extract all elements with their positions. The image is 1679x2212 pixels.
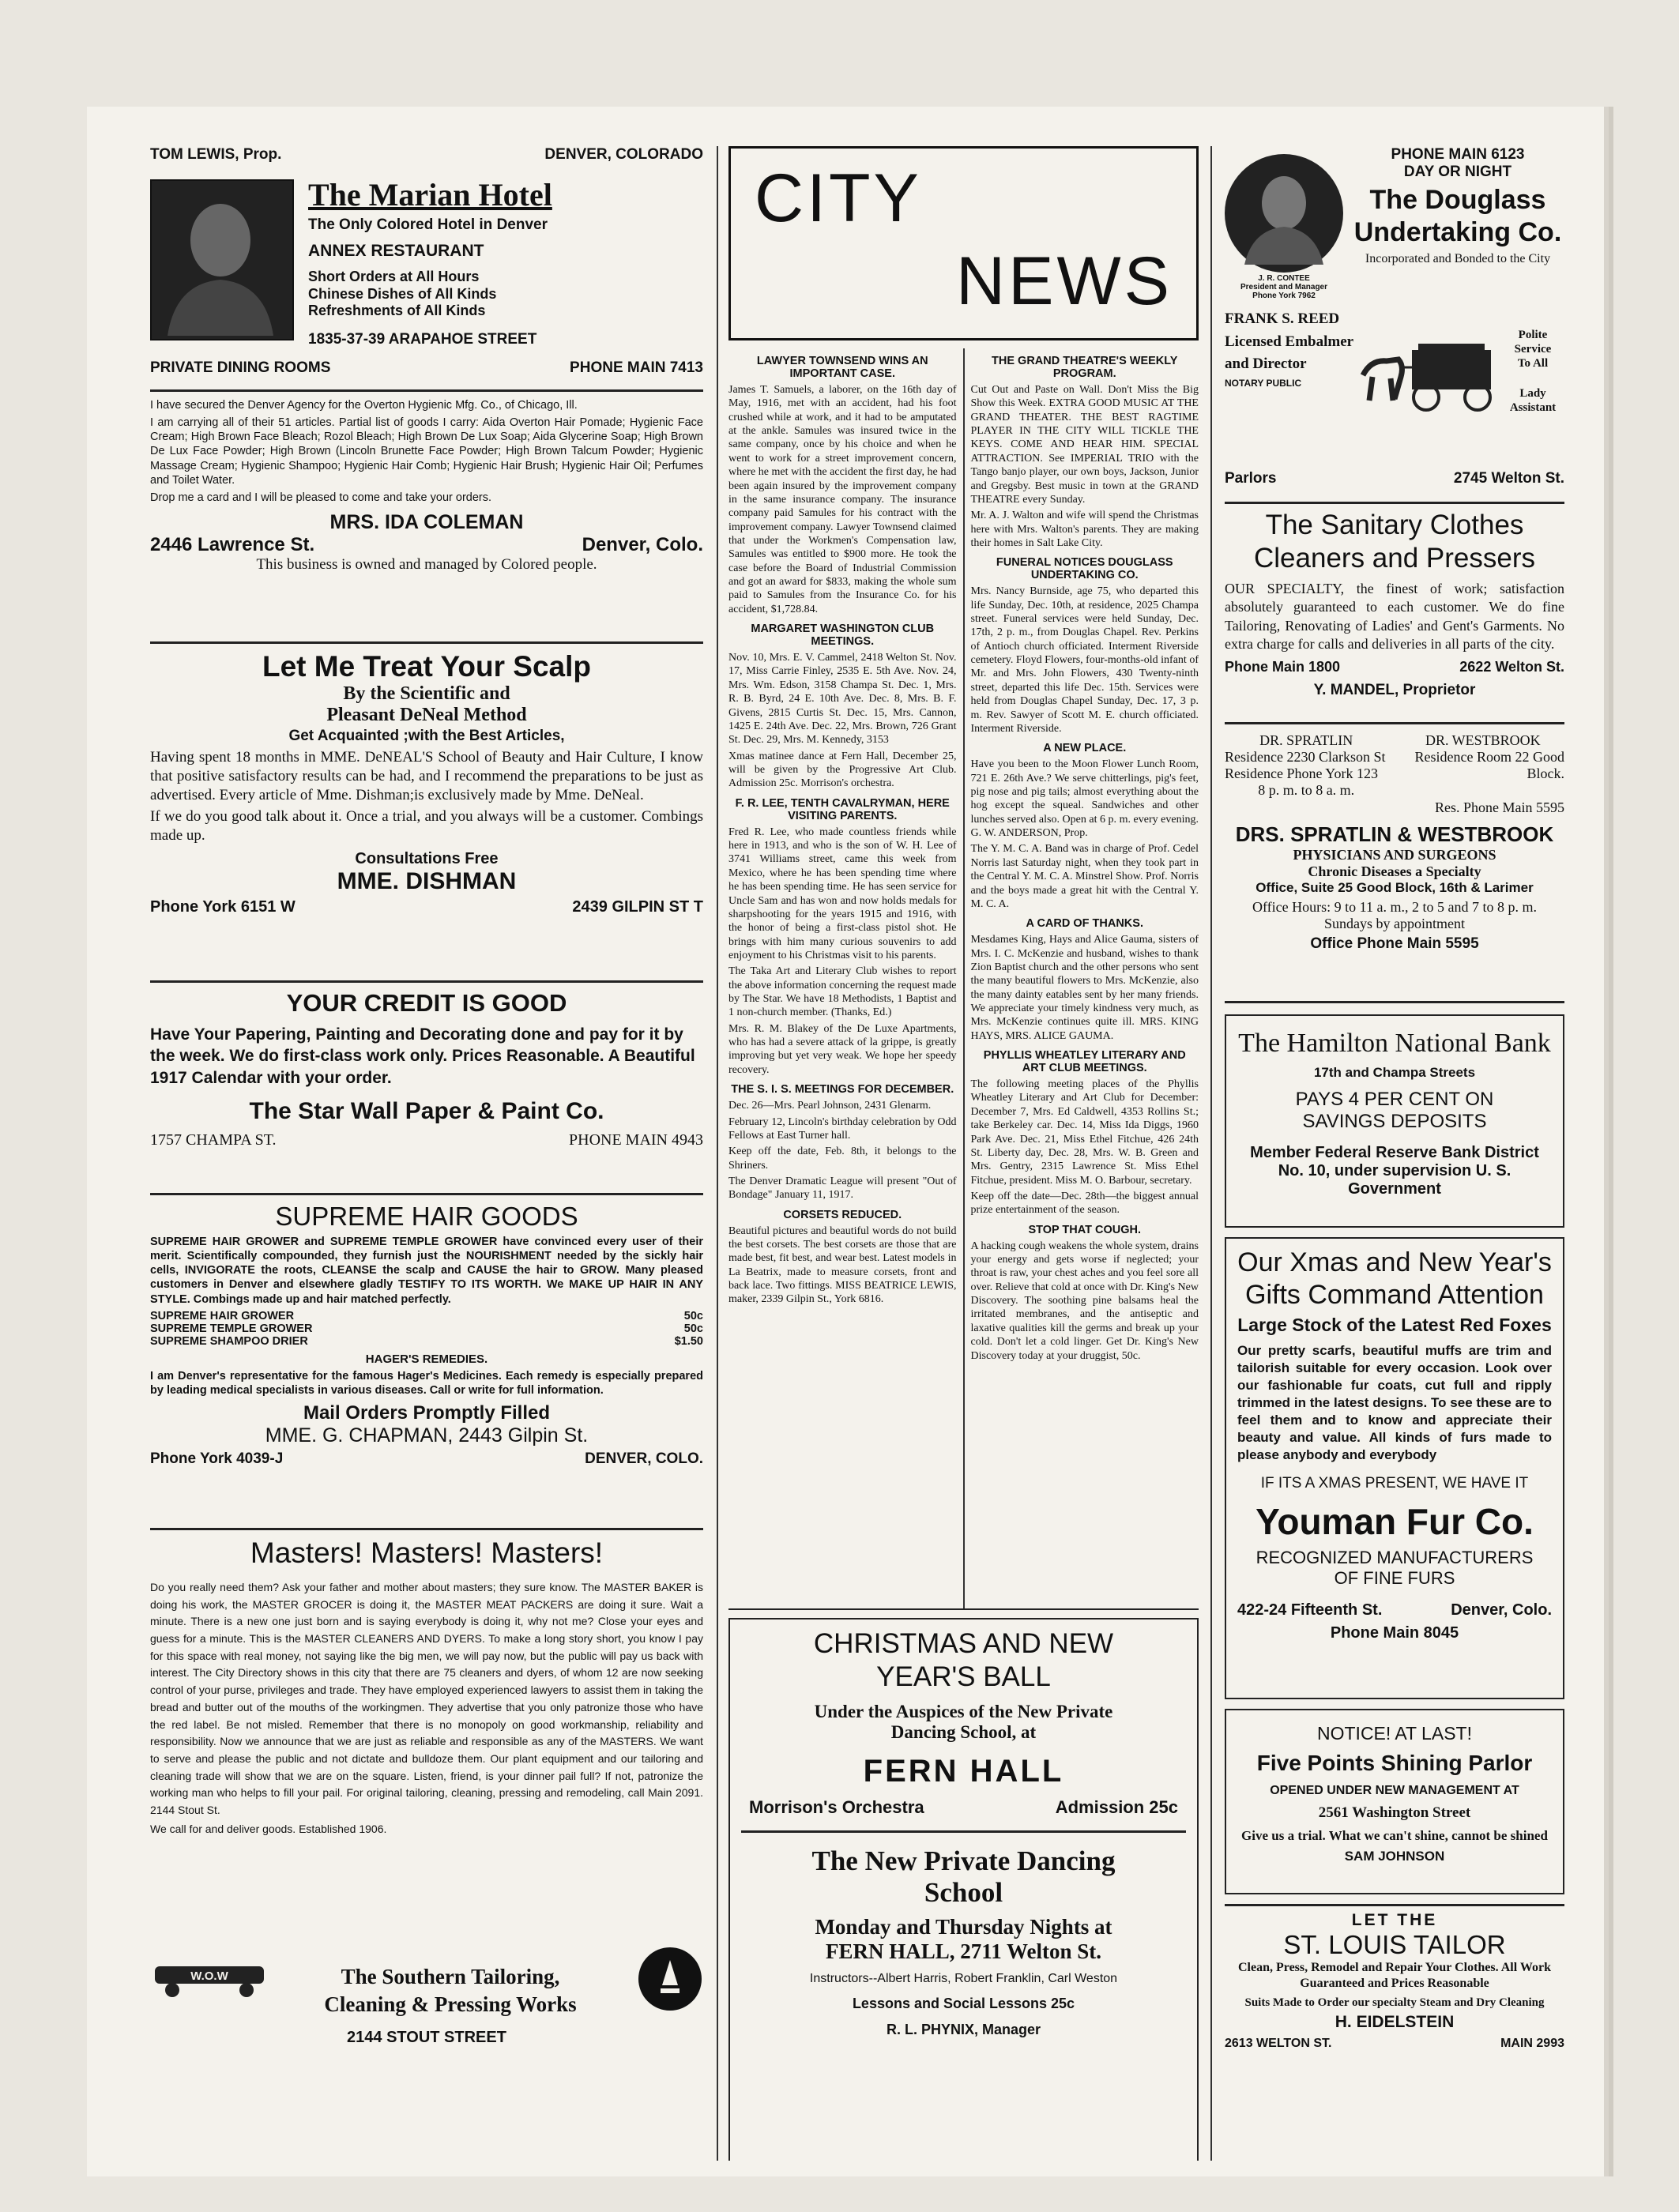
- school-instructors: Instructors--Albert Harris, Robert Franklin, Carl Weston: [809, 1972, 1118, 1985]
- sanitary-phone: Phone Main 1800: [1225, 658, 1341, 675]
- column-rule: [1210, 146, 1212, 2161]
- news-columns: [728, 348, 1199, 1610]
- credit-ad: [150, 989, 703, 1187]
- marian-prop: TOM LEWIS, Prop.: [150, 146, 282, 163]
- news-text: Mesdames King, Hays and Alice Gauma, sisters of Mrs. I. C. McKenzie and husband, wishes to thank Zion Baptist church and the other persons who sent the many beautiful flowers to Mrs. McKenzie, also the many dainty eatables sent by her many friends. We appreciate your timely kindness very much, as Mrs. McKenzie continues quite ill. MRS. KING HAYS, MRS. ALICE GAUMA.: [970, 934, 1199, 1042]
- price-item: SUPREME SHAMPOO DRIER: [150, 1334, 308, 1348]
- city-news-masthead: [728, 146, 1199, 340]
- doctors-office: Office, Suite 25 Good Block, 16th & Larimer: [1255, 880, 1534, 895]
- coleman-city: Denver, Colo.: [582, 533, 703, 555]
- scalp-sub: Pleasant DeNeal Method: [326, 705, 527, 725]
- ball-admission: Admission 25c: [1055, 1797, 1178, 1817]
- marian-phone: PHONE MAIN 7413: [570, 359, 703, 376]
- divider: [150, 980, 703, 983]
- school-addr: FERN HALL, 2711 Welton St.: [825, 1939, 1102, 1963]
- price-value: 50c: [683, 1309, 703, 1322]
- news-text: Mrs. Nancy Burnside, age 75, who departed this life Sunday, Dec. 10th, at residence, 2025 Champa street. Funeral services were held Sunday, Dec. 17th, 2 p. m., from Douglas Chapel. Rev. Perkins of Antioch church officiated. Interment Riverside cemetery. Floyd Flowers, four-months-old infant of Mr. and Mrs. John Flowers, 430 Twenty-ninth street, departed this life Dec. 15th. Services were held from Douglas Chapel Sunday, Dec. 17, 3 p. m. Rev. Sawyer of Scott M. E. church officiated. Interment Riverside.: [970, 585, 1199, 735]
- sanitary-title: Cleaners and Pressers: [1254, 543, 1535, 574]
- ball-sub: Dancing School, at: [890, 1722, 1037, 1742]
- news-item: [971, 917, 1199, 1043]
- portrait-caption: J. R. CONTEE: [1258, 274, 1310, 283]
- news-text: The following meeting places of the Phyllis Wheatley Literary and Art Club for December: December 7, Mrs. Ed Caldwell, 4353 Rollins St.; take Berkeley car. Dec. 14, Miss Ida Diggs, 1960 Park Ave. Dec. 21, Miss Ethel Fitchue, 426 24th St. Liberty day, Dec. 28, Mrs. W. B. Green and Mrs. Gentry, 2315 Lawrence St. Miss Ethel Fitchue, president. Miss M. O. Barbour, secretary.: [970, 1078, 1199, 1187]
- tailor-line: Clean, Press, Remodel and Repair Your Clothes. All Work Guaranteed and Prices Reasonable: [1237, 1961, 1552, 1990]
- news-item: [971, 509, 1199, 550]
- douglass-addr: 2745 Welton St.: [1453, 470, 1564, 487]
- scalp-phone: Phone York 6151 W: [150, 897, 296, 916]
- douglass-day: DAY OR NIGHT: [1403, 164, 1512, 180]
- news-text: Dec. 26—Mrs. Pearl Johnson, 2431 Glenarm.: [728, 1100, 932, 1112]
- divider: [150, 1193, 703, 1195]
- news-item: [728, 1145, 957, 1172]
- coleman-p1: I have secured the Denver Agency for the Overton Hygienic Mfg. Co., of Chicago, Ill.: [150, 399, 578, 412]
- coleman-p2: I am carrying all of their 51 articles. Partial list of goods I carry: Aida Overton Hair Pomade; Hygienic Face Cream; High Brown Face Bleach; Rozol Bleach; High Brown De Lux Soap; Aida Glycerine Soap; High Brown De Lux Face Powder; High Brown (Lincoln Brunette Face Powder; High Brown Talcum Powder; Hygienic Massage Cream; Hygienic Shampoo; Hygienic Hair Comb; Hygienic Hair Brush; Hygienic Hair Oil; Perfumes and Toilet Water.: [150, 416, 703, 487]
- coleman-addr: 2446 Lawrence St.: [150, 533, 315, 555]
- school-title: The New Private Dancing: [811, 1845, 1116, 1876]
- sanitary-ad: [1225, 504, 1564, 724]
- news-item: [971, 742, 1199, 840]
- marian-hotel-ad: [150, 146, 703, 383]
- tailor-ad: [1225, 1904, 1564, 2061]
- contee-portrait: [1225, 154, 1343, 273]
- scalp-name: MME. DISHMAN: [337, 867, 517, 894]
- divider: [741, 1830, 1186, 1833]
- masters-addr: 2144 STOUT STREET: [347, 2029, 506, 2046]
- news-item: [728, 965, 957, 1019]
- doctors-name: DRS. SPRATLIN & WESTBROOK: [1235, 822, 1554, 846]
- fur-addr: 422-24 Fifteenth St.: [1237, 1601, 1383, 1620]
- news-text: Keep off the date, Feb. 8th, it belongs to the Shriners.: [728, 1146, 957, 1172]
- bank-name: The Hamilton National Bank: [1238, 1029, 1551, 1058]
- douglass-name: Undertaking Co.: [1353, 216, 1562, 247]
- news-headline: THE S. I. S. MEETINGS FOR DECEMBER.: [731, 1083, 954, 1097]
- bank-member: No. 10, under supervision U. S. Government: [1278, 1162, 1511, 1198]
- doctor-hours: 8 p. m. to 8 a. m.: [1258, 782, 1355, 798]
- reed-title: Licensed Embalmer: [1225, 333, 1354, 350]
- doctor-residence: Residence Room 22 Good Block.: [1414, 749, 1564, 781]
- news-item: [971, 842, 1199, 911]
- masthead-city: CITY: [755, 160, 922, 236]
- reed-title: and Director: [1225, 356, 1307, 372]
- news-headline: FUNERAL NOTICES DOUGLASS UNDERTAKING CO.: [996, 556, 1173, 582]
- news-col-right: [971, 348, 1199, 1608]
- wow-logo: [150, 1958, 269, 1999]
- credit-body: Have Your Papering, Painting and Decorating done and pay for it by the week. We do first-class work only. Prices Reasonable. A Beautiful 1917 Calendar with your order.: [150, 1025, 695, 1087]
- bank-member: Member Federal Reserve Bank District: [1250, 1144, 1539, 1161]
- shine-ad: [1225, 1709, 1564, 1894]
- doctors-phone: Office Phone Main 5595: [1310, 935, 1479, 952]
- news-headline: PHYLLIS WHEATLEY LITERARY AND ART CLUB MEETINGS.: [983, 1049, 1186, 1075]
- scalp-title: Let Me Treat Your Scalp: [262, 650, 592, 683]
- hager-body: I am Denver's representative for the famous Hager's Medicines. Each remedy is especially prepared by leading medical specialists in various diseases. Call or write for full information.: [150, 1369, 703, 1397]
- doctor-residence: Res. Phone Main 5595: [1435, 799, 1564, 815]
- news-text: Fred R. Lee, who made countless friends while here in 1913, and who is the son of W. H. Lee of 3741 Williams street, came this week from Mexico, where he has been spending time where he has been spending time. He has seen service for Uncle Sam and has won and now holds medals for sharpshooting for the years 1915 and 1916, with the honor of being a first-class pistol shot. He brings with him many curious souvenirs to add enjoyment to his Christmas visit to his parents.: [728, 826, 957, 961]
- news-item: [728, 1115, 957, 1143]
- coleman-ad: [150, 398, 703, 635]
- column-rule: [717, 146, 718, 2161]
- hair-goods-ad: [150, 1202, 703, 1522]
- hair-mail: Mail Orders Promptly Filled: [303, 1401, 551, 1424]
- ball-title: YEAR'S BALL: [876, 1661, 1051, 1692]
- shine-opened: OPENED UNDER NEW MANAGEMENT AT: [1270, 1784, 1519, 1797]
- scalp-addr: 2439 GILPIN ST T: [572, 897, 703, 916]
- news-item: [971, 1049, 1199, 1187]
- marian-city: DENVER, COLORADO: [544, 146, 703, 163]
- divider: [150, 389, 703, 392]
- douglass-ad: [1225, 146, 1564, 504]
- fur-subtitle: Large Stock of the Latest Red Foxes: [1237, 1314, 1552, 1335]
- douglass-name: The Douglass: [1369, 185, 1546, 215]
- marian-line: Short Orders at All Hours: [308, 269, 480, 284]
- news-headline: MARGARET WASHINGTON CLUB MEETINGS.: [751, 623, 935, 649]
- shine-addr: 2561 Washington Street: [1318, 1804, 1471, 1821]
- masters-body: Do you really need them? Ask your father and mother about masters; they sure know. The MASTER BAKER is doing his work, the MASTER GROCER is doing it, the MASTER MEAT PACKERS are doing it sure. Wait a minute. There is a new one just born and is saying everybody is doing it, why not me? Close your eyes and guess for a minute. This is the MASTER CLEANERS AND DYERS. To make a long story short, you know I pay for this space with real money, not saying like the big men, we will pay now, but the public will pay us back with interest. The City Directory shows in this city that there are 75 cleaners and dyers, of whom 12 are now seeking control of your purse, privileges and trade. They have employed experienced lawyers to assist them in taking the bread and butter out of the mouths of the workingmen. They advertise that you only patronize those who have the red label. Be not misled. Remember that there is no monopoly on good workmanship, reliability and responsibility. Now we announce that we are just as reliable and responsible as any of the MASTERS. We want to serve and please the public and not dictate and bulldoze them. Our plant equipment and our tailoring and cleaning trade will show that we are on the square. Listen, friend, is your dinner pail full? If not, patronize the working man who helps to fill your pail. For original tailoring, cleaning, pressing and remodeling, call Main 2091. 2144 Stout St.: [150, 1581, 703, 1816]
- doctors-sunday: Sundays by appointment: [1324, 916, 1465, 931]
- lady-assistant: Assistant: [1509, 401, 1557, 414]
- proprietor-photo: [150, 179, 294, 340]
- tailor-let: LET THE: [1351, 1911, 1438, 1929]
- news-headline: A CARD OF THANKS.: [1026, 917, 1143, 931]
- divider: [150, 641, 703, 644]
- school-title: School: [924, 1877, 1003, 1908]
- news-item: [728, 750, 957, 791]
- news-item: [971, 1190, 1199, 1217]
- hair-city: DENVER, COLO.: [585, 1450, 703, 1467]
- sanitary-prop: Y. MANDEL, Proprietor: [1313, 681, 1476, 698]
- marian-line: Chinese Dishes of All Kinds: [308, 285, 497, 302]
- tailor-owner: H. EIDELSTEIN: [1335, 2013, 1455, 2031]
- scalp-p2: If we do you good talk about it. Once a trial, and you always will be a customer. Combings made up.: [150, 808, 703, 844]
- fur-xmas: IF ITS A XMAS PRESENT, WE HAVE IT: [1260, 1475, 1529, 1492]
- news-col-left: [728, 348, 965, 1608]
- news-text: Xmas matinee dance at Fern Hall, December 25, will be given by the Progressive Art Club. Admission 25c. Morrison's orchestra.: [728, 750, 957, 790]
- bank-deposits: SAVINGS DEPOSITS: [1302, 1111, 1487, 1132]
- doctor-residence: Residence 2230 Clarkson St: [1225, 749, 1386, 765]
- marian-address: 1835-37-39 ARAPAHOE STREET: [308, 330, 537, 348]
- fur-body: Our pretty scarfs, beautiful muffs are trim and tailorish suitable for every occasion. Look over our fashionable fur coats, cut full and ripply trimmed in the latest designs. To see these are to feel them and to know and appreciate their beauty and value. All kinds of furs made to please anybody and everybody: [1237, 1342, 1552, 1463]
- news-text: A hacking cough weakens the whole system, drains your energy and gets worse if neglected; your throat is raw, your chest aches and you feel sore all over. Relieve that cold at once with Dr. King's New Discovery. The soothing pine balsams heal the irritated membranes, and the antiseptic and laxative qualities kill the germs and break up your cold. Don't let a cold linger. Get Dr. King's New Discovery today at your druggist, 50c.: [970, 1240, 1199, 1362]
- masters-company: The Southern Tailoring,: [341, 1964, 560, 1988]
- tailor-name: ST. LOUIS TAILOR: [1283, 1930, 1506, 1959]
- news-item: [728, 1022, 957, 1077]
- price-value: $1.50: [674, 1334, 703, 1348]
- news-text: Mrs. R. M. Blakey of the De Luxe Apartments, who has had a severe attack of la grippe, is greatly improving but yet very weak. We hope her speedy recovery.: [728, 1022, 957, 1076]
- ball-sub: Under the Auspices of the New Private: [814, 1702, 1113, 1721]
- scalp-sub: By the Scientific and: [343, 683, 510, 704]
- coleman-note: This business is owned and managed by Colored people.: [256, 555, 597, 573]
- shine-owner: SAM JOHNSON: [1344, 1849, 1445, 1864]
- marian-line: Refreshments of All Kinds: [308, 303, 486, 319]
- masters-company: Cleaning & Pressing Works: [324, 1992, 577, 2016]
- news-item: [728, 355, 957, 616]
- scalp-sub: Get Acquainted ;with the Best Articles,: [288, 728, 565, 744]
- credit-name: The Star Wall Paper & Paint Co.: [249, 1097, 604, 1124]
- svg-text:W.O.W: W.O.W: [190, 1969, 228, 1983]
- coleman-p3: Drop me a card and I will be pleased to come and take your orders.: [150, 491, 492, 504]
- column-center: [728, 146, 1199, 2161]
- news-text: Mr. A. J. Walton and wife will spend the Christmas here with Mrs. Walton's parents. They are making their homes in Salt Lake City.: [970, 510, 1199, 549]
- marian-tagline: The Only Colored Hotel in Denver: [308, 216, 548, 233]
- news-text: Cut Out and Paste on Wall. Don't Miss the Big Show this Week. EXTRA GOOD MUSIC AT THE GRAND THEATER. THE BEST RAGTIME PLAYER IN THE CITY WILL TICKLE THE KEYS. COME AND HEAR HIM. SPECIAL ATTRACTION. See IMPERIAL TRIO with the Tango banjo player, our own boys, Jackson, Junior and Gregsby. Best music in town at the GRAND THEATRE every Sunday.: [970, 384, 1199, 506]
- credit-phone: PHONE MAIN 4943: [569, 1130, 703, 1149]
- polite-service: To All: [1517, 357, 1549, 370]
- news-headline: CORSETS REDUCED.: [783, 1208, 902, 1221]
- news-text: The Taka Art and Literary Club wishes to report the above information concerning the request made by The Star. We have 18 Methodists, 1 Baptist and 1 non-church member. (Thanks, Ed.): [728, 965, 957, 1019]
- hair-name: MME. G. CHAPMAN, 2443 Gilpin St.: [265, 1424, 589, 1446]
- hair-title: SUPREME HAIR GOODS: [275, 1202, 578, 1231]
- news-item: [971, 556, 1199, 735]
- doctors-hours: Office Hours: 9 to 11 a. m., 2 to 5 and 7 to 8 p. m.: [1252, 899, 1537, 915]
- masters-title: Masters! Masters! Masters!: [250, 1537, 604, 1569]
- doctors-sub: PHYSICIANS AND SURGEONS: [1293, 847, 1496, 863]
- masters-ad: [150, 1537, 703, 2050]
- sanitary-body: OUR SPECIALTY, the finest of work; satisfaction absolutely guaranteed to each customer. We do fine Tailoring, Renovating of Ladies' and Gent's Garments. No extra charge for calls and deliveries in all parts of the city.: [1225, 581, 1564, 653]
- fur-name: Youman Fur Co.: [1255, 1501, 1534, 1543]
- news-item: [728, 623, 957, 747]
- news-item: [728, 1209, 957, 1307]
- news-text: Nov. 10, Mrs. E. V. Cammel, 2418 Welton St. Nov. 17, Miss Carrie Finley, 2535 E. 5th Ave. Nov. 24, Mrs. Wm. Edson, 3158 Champa St. Dec. 1, Mrs. R. B. Byrd, 24 E. 10th Ave. Dec. 8, Mrs. B. F. Givens, 2815 Curtis St. Dec. 15, Mrs. Cannon, 1425 E. 24th Ave. Dec. 22, Mrs. Brown, 726 Grant St. Dec. 29, Mrs. M. Kennedy, 3153: [728, 652, 957, 747]
- tailor-addr: 2613 WELTON ST.: [1225, 2037, 1332, 2050]
- news-item: [971, 355, 1199, 506]
- hair-phone: Phone York 4039-J: [150, 1450, 284, 1467]
- news-item: [728, 1175, 957, 1202]
- coleman-name: MRS. IDA COLEMAN: [329, 510, 524, 533]
- tailor-line: Suits Made to Order our specialty Steam and Dry Cleaning: [1244, 1996, 1545, 2009]
- school-nights: Monday and Thursday Nights at: [815, 1915, 1112, 1939]
- news-headline: A NEW PLACE.: [1043, 742, 1127, 755]
- doctors-chronic: Chronic Diseases a Specialty: [1308, 863, 1481, 879]
- shine-notice: NOTICE! AT LAST!: [1317, 1723, 1472, 1744]
- fur-phone: Phone Main 8045: [1330, 1624, 1459, 1642]
- hearse-illustration: [1355, 336, 1497, 415]
- marian-name: The Marian Hotel: [308, 177, 552, 213]
- hair-price-list: [150, 1310, 703, 1348]
- douglass-parlors: Parlors: [1225, 470, 1277, 487]
- school-manager: R. L. PHYNIX, Manager: [886, 2022, 1041, 2037]
- bank-ad: [1225, 1014, 1564, 1228]
- news-headline: F. R. LEE, TENTH CAVALRYMAN, HERE VISITING PARENTS.: [735, 796, 950, 822]
- masthead-news: NEWS: [956, 243, 1173, 319]
- news-text: James T. Samuels, a laborer, on the 16th day of May, 1916, met with an accident, had his foot crushed while at work, and it had to be amputated at the ankle. Samules was insured twice in the same company, once by his choice and when he went to work for a street improvement concern, where he met with the accident the first day, he had been again insured by the improvement company in the same insurance company. The insurance company paid Samules for his contract with the improvement company. Lawyer Townsend claimed that under the Workmen's Compensation law, Samules was entitled to $900 more. He took the case before the Board of Industrial Commission and got an award for $833, making the whole sum paid to Samules from the Insurance Co. for his accident, $1,728.84.: [728, 384, 957, 615]
- doctor-residence: Residence Phone York 123: [1225, 766, 1378, 781]
- scalp-ad: [150, 650, 703, 974]
- column-right: [1225, 146, 1564, 2161]
- news-text: The Y. M. C. A. Band was in charge of Prof. Cedel Norris last Saturday night, when they took part in the Central Y. M. C. A. Minstrel Show. Prof. Norris and the boys made a great hit with the Central Y. M. C. A.: [970, 843, 1199, 910]
- fur-rec: OF FINE FURS: [1334, 1568, 1455, 1589]
- price-item: SUPREME TEMPLE GROWER: [150, 1322, 313, 1335]
- shine-trial: Give us a trial. What we can't shine, cannot be shined: [1241, 1828, 1548, 1843]
- hager-title: HAGER'S REMEDIES.: [365, 1352, 488, 1366]
- ball-ad: [728, 1618, 1199, 2161]
- tailor-phone: MAIN 2993: [1500, 2037, 1564, 2050]
- fur-city: Denver, Colo.: [1451, 1601, 1552, 1620]
- news-text: Keep off the date—Dec. 28th—the biggest annual prize entertainment of the season.: [970, 1190, 1199, 1217]
- sanitary-title: The Sanitary Clothes: [1265, 510, 1524, 540]
- scalp-p1: Having spent 18 months in MME. DeNEAL'S School of Beauty and Hair Culture, I know that positive satisfactory results can be had, and I recommend the preparations to be just as advertised. Every article of Mme. Dishman;is exclusively made by Mme. DeNeal.: [150, 749, 703, 803]
- doctors-ad: [1225, 724, 1564, 1003]
- news-item: [971, 1224, 1199, 1363]
- news-item: [728, 797, 957, 963]
- news-item: [728, 1083, 957, 1112]
- douglass-phone: PHONE MAIN 6123: [1391, 146, 1525, 163]
- news-text: Have you been to the Moon Flower Lunch Room, 721 E. 26th Ave.? We serve chitterlings, pig's feet, pig nose and pig tails; almost everything about the hog except the squeal. Sandwiches and other lunches served also. Open at 6 p. m. every evening. G. W. ANDERSON, Prop.: [970, 758, 1199, 840]
- price-item: SUPREME HAIR GROWER: [150, 1309, 295, 1322]
- union-emblem-icon: [637, 1946, 703, 2012]
- doctor-name: DR. WESTBROOK: [1425, 732, 1541, 748]
- fur-rec: RECOGNIZED MANUFACTURERS: [1255, 1548, 1534, 1568]
- news-headline: LAWYER TOWNSEND WINS AN IMPORTANT CASE.: [756, 355, 928, 380]
- ball-hall: FERN HALL: [863, 1754, 1064, 1789]
- price-value: 50c: [683, 1322, 703, 1335]
- marian-annex: ANNEX RESTAURANT: [308, 242, 484, 260]
- credit-title: YOUR CREDIT IS GOOD: [286, 989, 567, 1017]
- news-headline: STOP THAT COUGH.: [1028, 1223, 1142, 1236]
- lady-assistant: Lady: [1519, 387, 1546, 400]
- credit-addr: 1757 CHAMPA ST.: [150, 1130, 277, 1149]
- polite-service: Polite Service: [1514, 329, 1552, 356]
- fur-ad: [1225, 1237, 1564, 1699]
- news-headline: THE GRAND THEATRE'S WEEKLY PROGRAM.: [992, 355, 1178, 380]
- masters-note: We call for and deliver goods. Established 1906.: [150, 1822, 387, 1835]
- portrait-caption: President and Manager: [1240, 283, 1328, 292]
- bank-addr: 17th and Champa Streets: [1313, 1065, 1476, 1080]
- price-row: [150, 1322, 703, 1335]
- reed-name: FRANK S. REED: [1225, 310, 1340, 327]
- portrait-caption: Phone York 7962: [1252, 292, 1316, 300]
- school-lessons: Lessons and Social Lessons 25c: [852, 1996, 1075, 2011]
- fur-title: Our Xmas and New Year's: [1237, 1247, 1552, 1277]
- divider: [150, 1528, 703, 1530]
- marian-dining: PRIVATE DINING ROOMS: [150, 359, 331, 376]
- sanitary-addr: 2622 Welton St.: [1459, 658, 1564, 675]
- column-left: [150, 146, 703, 2161]
- doctor-name: DR. SPRATLIN: [1259, 732, 1353, 748]
- fur-title: Gifts Command Attention: [1245, 1279, 1544, 1310]
- ball-orch: Morrison's Orchestra: [749, 1797, 924, 1817]
- shine-name: Five Points Shining Parlor: [1256, 1751, 1533, 1775]
- news-text: Beautiful pictures and beautiful words do not build the best corsets. The best corsets are those that are made best, fit best, and wear best. Latest models in La Beatrix, made to measure corsets, front and back lace. Two fittings. MISS BEATRICE LEWIS, maker, 2339 Gilpin St., York 6816.: [728, 1224, 957, 1306]
- ball-title: CHRISTMAS AND NEW: [813, 1628, 1114, 1659]
- douglass-inc: Incorporated and Bonded to the City: [1365, 251, 1551, 265]
- news-text: The Denver Dramatic League will present "Out of Bondage" January 11, 1917.: [728, 1175, 957, 1202]
- bank-pays: PAYS 4 PER CENT ON: [1295, 1089, 1494, 1110]
- price-row: [150, 1310, 703, 1322]
- newspaper-page: [87, 107, 1604, 2176]
- reed-notary: NOTARY PUBLIC: [1225, 377, 1302, 389]
- price-row: [150, 1335, 703, 1348]
- scalp-consult: Consultations Free: [355, 849, 499, 867]
- hair-body: SUPREME HAIR GROWER and SUPREME TEMPLE GROWER have convinced every user of their merit. Scientifically compounded, they furnish just the NOURISHMENT needed by the sickly hair cells, INVIGORATE the roots, CLEANSE the scalp and CAUSE the hair to GROW. Many pleased customers in Denver and elsewhere gladly TESTIFY TO ITS WORTH. We MAKE UP HAIR IN ANY STYLE. Combings made up and hair matched perfectly.: [150, 1236, 703, 1306]
- news-text: February 12, Lincoln's birthday celebration by Odd Fellows at East Turner hall.: [728, 1115, 957, 1142]
